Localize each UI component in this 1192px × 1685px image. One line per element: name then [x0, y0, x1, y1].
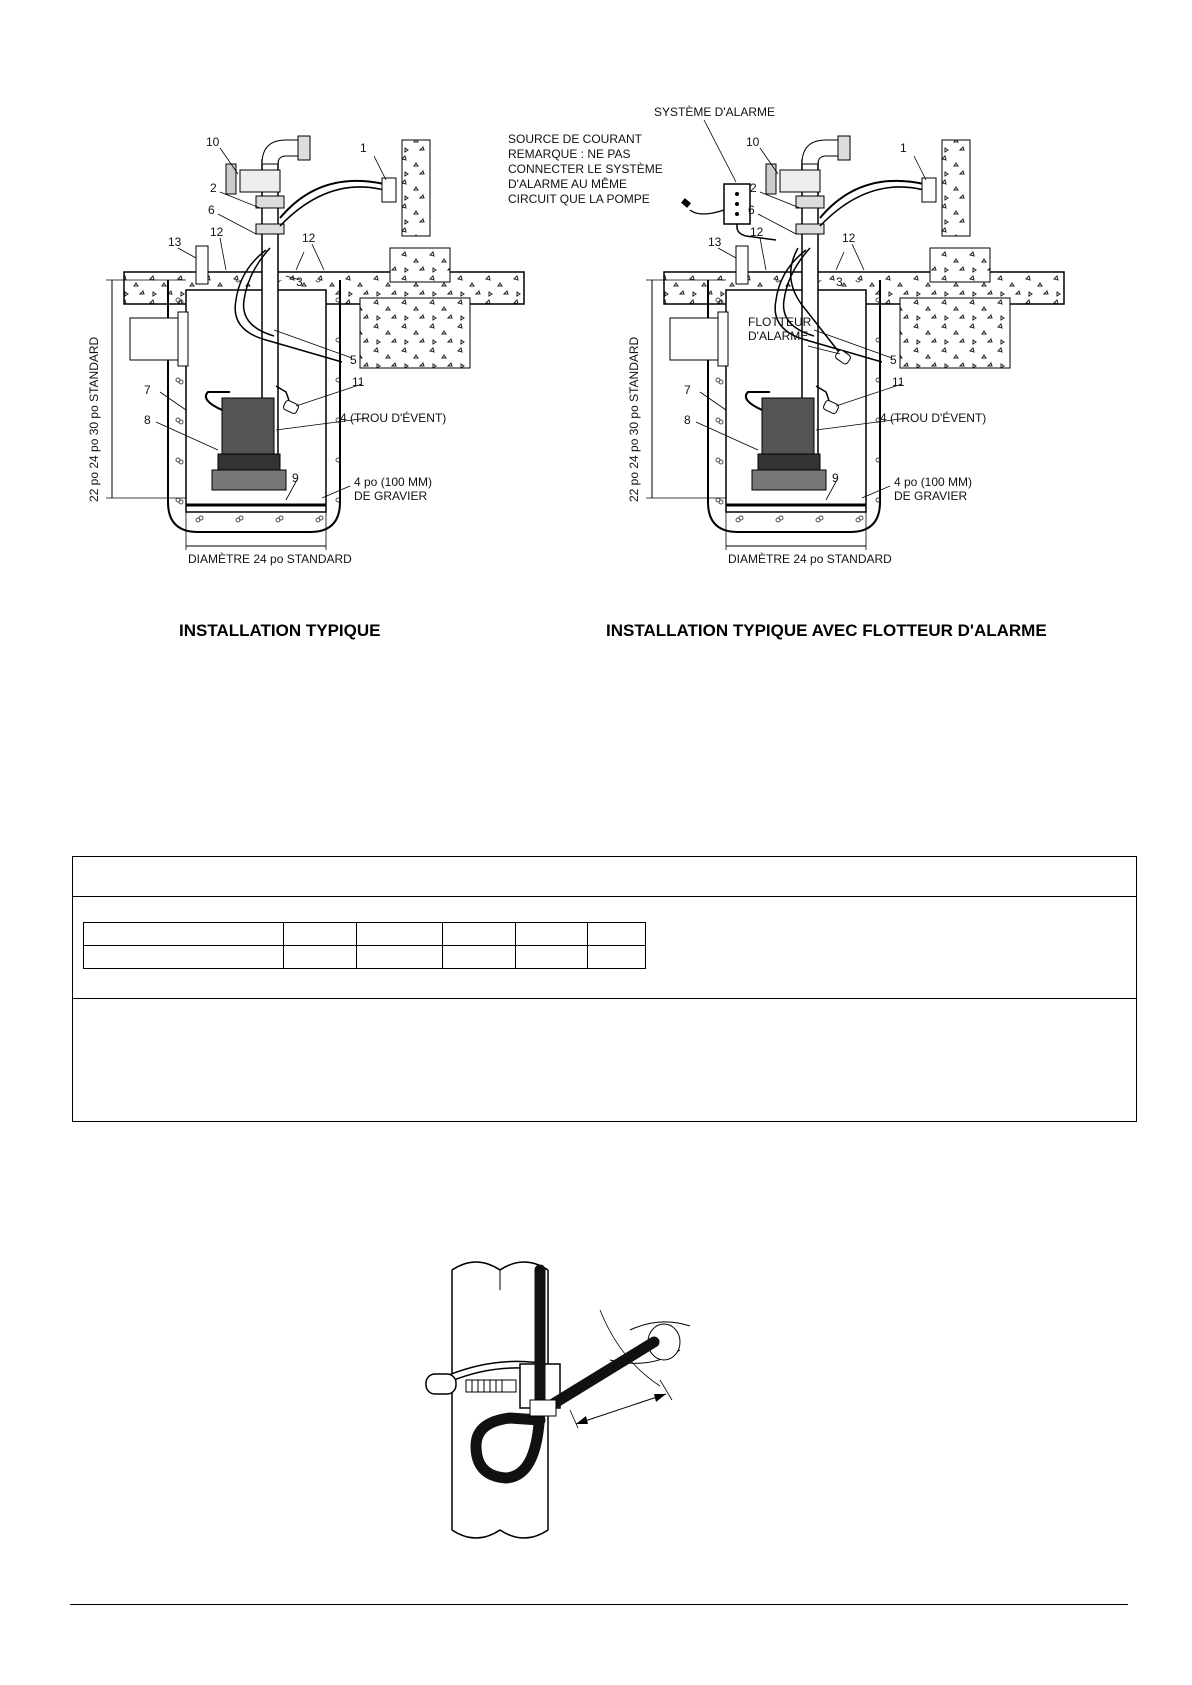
record-table	[83, 922, 646, 969]
depth-label: 22 po 24 po 30 po STANDARD	[87, 336, 101, 502]
figure-alarm-installation	[500, 100, 1060, 610]
table-cell	[84, 946, 284, 969]
record-divider-1	[72, 896, 1137, 897]
label-10: 10	[746, 135, 760, 149]
label-4: 4 (TROU D'ÉVENT)	[340, 411, 447, 425]
label-1: 1	[360, 141, 367, 155]
diameter-label: DIAMÈTRE 24 po STANDARD	[188, 552, 352, 566]
label-5: 5	[350, 353, 357, 367]
table-cell	[84, 923, 284, 946]
table-cell	[283, 923, 356, 946]
cord-clamp-illustration	[410, 1250, 740, 1560]
vent-pipe	[196, 246, 208, 284]
power-label-5: CIRCUIT QUE LA POMPE	[508, 192, 650, 206]
table-cell	[356, 946, 443, 969]
label-4: 4 (TROU D'ÉVENT)	[880, 411, 987, 425]
label-13: 13	[168, 235, 182, 249]
caption-left: INSTALLATION TYPIQUE	[179, 621, 381, 640]
power-label-2: REMARQUE : NE PAS	[508, 147, 631, 161]
gravel-label-1: 4 po (100 MM)	[894, 475, 973, 489]
table-cell	[443, 923, 516, 946]
elbow-fitting	[262, 140, 300, 164]
label-11: 11	[892, 375, 905, 389]
label-12a: 12	[750, 225, 764, 239]
table-row	[84, 923, 646, 946]
label-6: 6	[748, 203, 755, 217]
label-7: 7	[144, 383, 151, 397]
float-label-2: D'ALARME	[748, 329, 809, 343]
label-3: 3	[836, 275, 843, 289]
label-12a: 12	[210, 225, 224, 239]
power-label-1: SOURCE DE COURANT	[508, 132, 643, 146]
table-cell	[588, 923, 646, 946]
record-divider-2	[72, 998, 1137, 999]
table-cell	[283, 946, 356, 969]
label-12b: 12	[302, 231, 316, 245]
gravel-label-2: DE GRAVIER	[354, 489, 428, 503]
label-11: 11	[352, 375, 365, 389]
footer-rule	[70, 1604, 1128, 1605]
label-12b: 12	[842, 231, 856, 245]
caption-right: INSTALLATION TYPIQUE AVEC FLOTTEUR D'ALARME	[606, 621, 1047, 640]
upper-wall	[402, 140, 430, 236]
label-10: 10	[206, 135, 220, 149]
pump-base	[212, 470, 286, 490]
label-9: 9	[292, 471, 299, 485]
table-cell	[443, 946, 516, 969]
gravel-label-2: DE GRAVIER	[894, 489, 968, 503]
table-cell	[356, 923, 443, 946]
label-2: 2	[210, 181, 217, 195]
label-5: 5	[890, 353, 897, 367]
diameter-label: DIAMÈTRE 24 po STANDARD	[728, 552, 892, 566]
footing-block	[360, 298, 470, 368]
float-label-1: FLOTTEUR	[748, 315, 812, 329]
table-cell	[515, 946, 588, 969]
label-1: 1	[900, 141, 907, 155]
label-9: 9	[832, 471, 839, 485]
label-3: 3	[296, 275, 303, 289]
alarm-system-label: SYSTÈME D'ALARME	[654, 105, 775, 119]
gravel-label-1: 4 po (100 MM)	[354, 475, 433, 489]
power-label-4: D'ALARME AU MÊME	[508, 177, 627, 191]
power-label-3: CONNECTER LE SYSTÈME	[508, 162, 663, 176]
table-row	[84, 946, 646, 969]
outlet	[382, 178, 396, 202]
label-2: 2	[750, 181, 757, 195]
pump-motor	[222, 398, 274, 454]
label-6: 6	[208, 203, 215, 217]
wall-block	[390, 248, 450, 282]
label-8: 8	[144, 413, 151, 427]
label-13: 13	[708, 235, 722, 249]
table-cell	[588, 946, 646, 969]
figure-typical-installation	[87, 130, 530, 610]
depth-label: 22 po 24 po 30 po STANDARD	[627, 336, 641, 502]
table-cell	[515, 923, 588, 946]
label-8: 8	[684, 413, 691, 427]
label-7: 7	[684, 383, 691, 397]
